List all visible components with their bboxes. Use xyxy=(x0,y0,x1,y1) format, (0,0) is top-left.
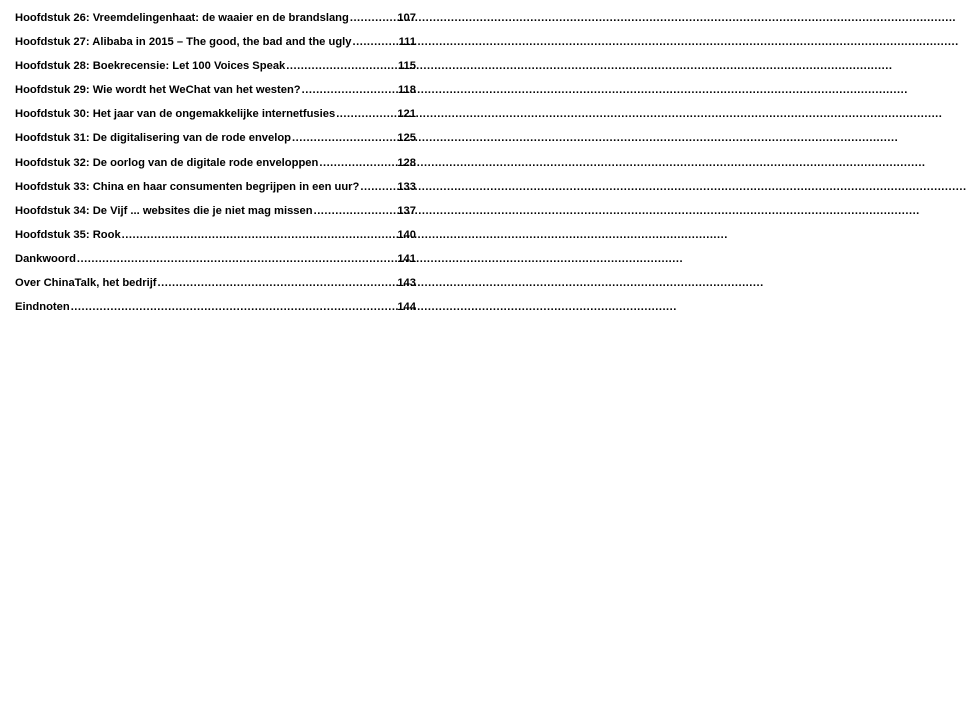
toc-entry-page-number: 111 xyxy=(398,36,416,49)
toc-entry-page-number: 144 xyxy=(397,301,416,314)
toc-dot-leader xyxy=(336,104,396,124)
toc-entry-page-number: 143 xyxy=(397,277,416,290)
toc-entry-page-number: 125 xyxy=(397,132,416,145)
toc-entry-title: Hoofdstuk 30: Het jaar van de ongemakkelijke internetfusies xyxy=(15,108,336,121)
toc-entry-title: Hoofdstuk 31: De digitalisering van de rode envelop xyxy=(15,132,292,145)
toc-dot-leader xyxy=(158,273,397,293)
toc-entry-title: Hoofdstuk 35: Rook xyxy=(15,228,121,241)
toc-dot-leader xyxy=(122,225,397,245)
toc-entry-title: Hoofdstuk 33: China en haar consumenten begrijpen in een uur? xyxy=(15,180,360,193)
toc-entry-chapter-33[interactable] xyxy=(15,177,416,201)
toc-entry-page-number: 128 xyxy=(397,156,416,169)
toc-entry-over-chinatalk[interactable] xyxy=(15,273,416,297)
toc-entry-chapter-30[interactable] xyxy=(15,104,416,128)
toc-entry-chapter-27[interactable] xyxy=(15,32,416,56)
toc-entry-page-number: 107 xyxy=(397,12,416,24)
toc-entry-title: Hoofdstuk 34: De Vijf ... websites die je niet mag missen xyxy=(15,204,313,217)
toc-entry-page-number: 121 xyxy=(397,108,416,121)
toc-dot-leader xyxy=(71,297,397,317)
table-of-contents xyxy=(15,8,416,321)
toc-entry-title: Hoofdstuk 26: Vreemdelingenhaat: de waaier en de brandslang xyxy=(15,12,349,24)
toc-entry-chapter-31[interactable] xyxy=(15,128,416,152)
toc-entry-page-number: 115 xyxy=(397,60,416,73)
toc-entry-title: Hoofdstuk 27: Alibaba in 2015 – The good, the bad and the ugly xyxy=(15,36,352,49)
toc-dot-leader xyxy=(360,177,396,197)
toc-entry-chapter-34[interactable] xyxy=(15,201,416,225)
toc-entry-chapter-35[interactable] xyxy=(15,225,416,249)
toc-entry-chapter-28[interactable] xyxy=(15,56,416,80)
toc-entry-eindnoten[interactable] xyxy=(15,297,416,321)
toc-entry-title: Dankwoord xyxy=(15,252,76,265)
toc-entry-page-number: 141 xyxy=(397,252,416,265)
toc-dot-leader xyxy=(319,153,396,173)
toc-entry-title: Hoofdstuk 32: De oorlog van de digitale rode enveloppen xyxy=(15,156,319,169)
toc-dot-leader xyxy=(286,56,397,76)
toc-dot-leader xyxy=(302,80,397,100)
toc-entry-chapter-26[interactable] xyxy=(15,8,416,32)
toc-entry-title: Hoofdstuk 29: Wie wordt het WeChat van het westen? xyxy=(15,84,301,97)
toc-dot-leader xyxy=(350,8,396,28)
toc-dot-leader xyxy=(77,249,396,269)
toc-entry-dankwoord[interactable] xyxy=(15,249,416,273)
toc-entry-title: Hoofdstuk 28: Boekrecensie: Let 100 Voices Speak xyxy=(15,60,286,73)
toc-entry-title: Over ChinaTalk, het bedrijf xyxy=(15,277,157,290)
toc-entry-page-number: 118 xyxy=(397,84,416,97)
toc-entry-page-number: 137 xyxy=(397,204,416,217)
toc-entry-page-number: 133 xyxy=(397,180,416,193)
toc-entry-title: Eindnoten xyxy=(15,301,70,314)
toc-dot-leader xyxy=(292,128,396,148)
toc-dot-leader xyxy=(314,201,397,221)
toc-entry-page-number: 140 xyxy=(397,228,416,241)
toc-dot-leader xyxy=(353,32,398,52)
toc-entry-chapter-32[interactable] xyxy=(15,153,416,177)
toc-entry-chapter-29[interactable] xyxy=(15,80,416,104)
